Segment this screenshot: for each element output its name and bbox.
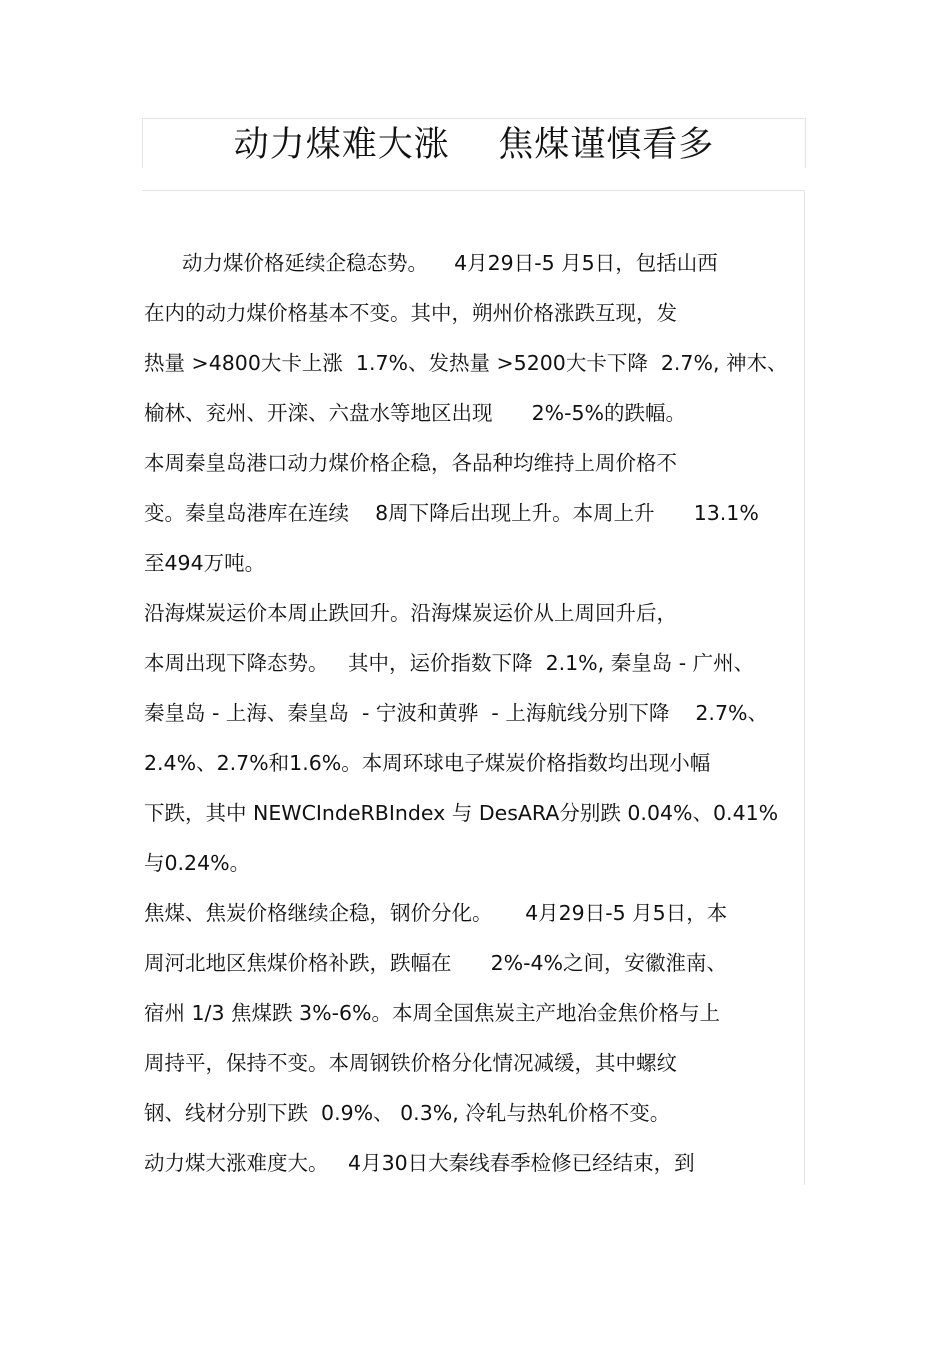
body-line: 动力煤价格延续企稳态势。 4月29日-5 月5日，包括山西: [182, 251, 718, 275]
body-line: 周持平，保持不变。本周钢铁价格分化情况减缓，其中螺纹: [144, 1051, 677, 1075]
body-line: 动力煤大涨难度大。 4月30日大秦线春季检修已经结束，到: [144, 1151, 695, 1175]
body-line: 在内的动力煤价格基本不变。其中，朔州价格涨跌互现，发: [144, 301, 677, 325]
body-line: 榆林、兖州、开滦、六盘水等地区出现 2%-5%的跌幅。: [144, 401, 687, 425]
body-line: 下跌，其中 NEWCIndeRBIndex 与 DesARA分别跌 0.04%、0.41%: [144, 801, 779, 825]
body-line: 本周秦皇岛港口动力煤价格企稳，各品种均维持上周价格不: [144, 451, 677, 475]
body-line: 钢、线材分别下跌 0.9%、 0.3%, 冷轧与热轧价格不变。: [144, 1101, 671, 1125]
body-line: 本周出现下降态势。 其中，运价指数下降 2.1%, 秦皇岛 - 广州、: [144, 651, 755, 675]
body-line: 宿州 1/3 焦煤跌 3%-6%。本周全国焦炭主产地冶金焦价格与上: [144, 1001, 720, 1025]
document-title: 动力煤难大涨 焦煤谨慎看多: [233, 125, 715, 165]
body-line: 2.4%、2.7%和1.6%。本周环球电子煤炭价格指数均出现小幅: [144, 751, 711, 775]
title-box: [142, 118, 806, 168]
body-line: 沿海煤炭运价本周止跌回升。沿海煤炭运价从上周回升后，: [144, 601, 677, 625]
body-line: 变。秦皇岛港库在连续 8周下降后出现上升。本周上升 13.1%: [144, 501, 759, 525]
body-line: 秦皇岛 - 上海、秦皇岛 - 宁波和黄骅 - 上海航线分别下降 2.7%、: [144, 701, 768, 725]
body-line: 与0.24%。: [144, 851, 251, 875]
body-line: 焦煤、焦炭价格继续企稳，钢价分化。 4月29日-5 月5日，本: [144, 901, 728, 925]
article-body: [144, 243, 814, 1193]
body-line: 热量 >4800大卡上涨 1.7%、发热量 >5200大卡下降 2.7%, 神木、: [144, 351, 788, 375]
body-line: 周河北地区焦煤价格补跌，跌幅在 2%-4%之间，安徽淮南、: [144, 951, 728, 975]
body-line: 至494万吨。: [144, 551, 266, 575]
